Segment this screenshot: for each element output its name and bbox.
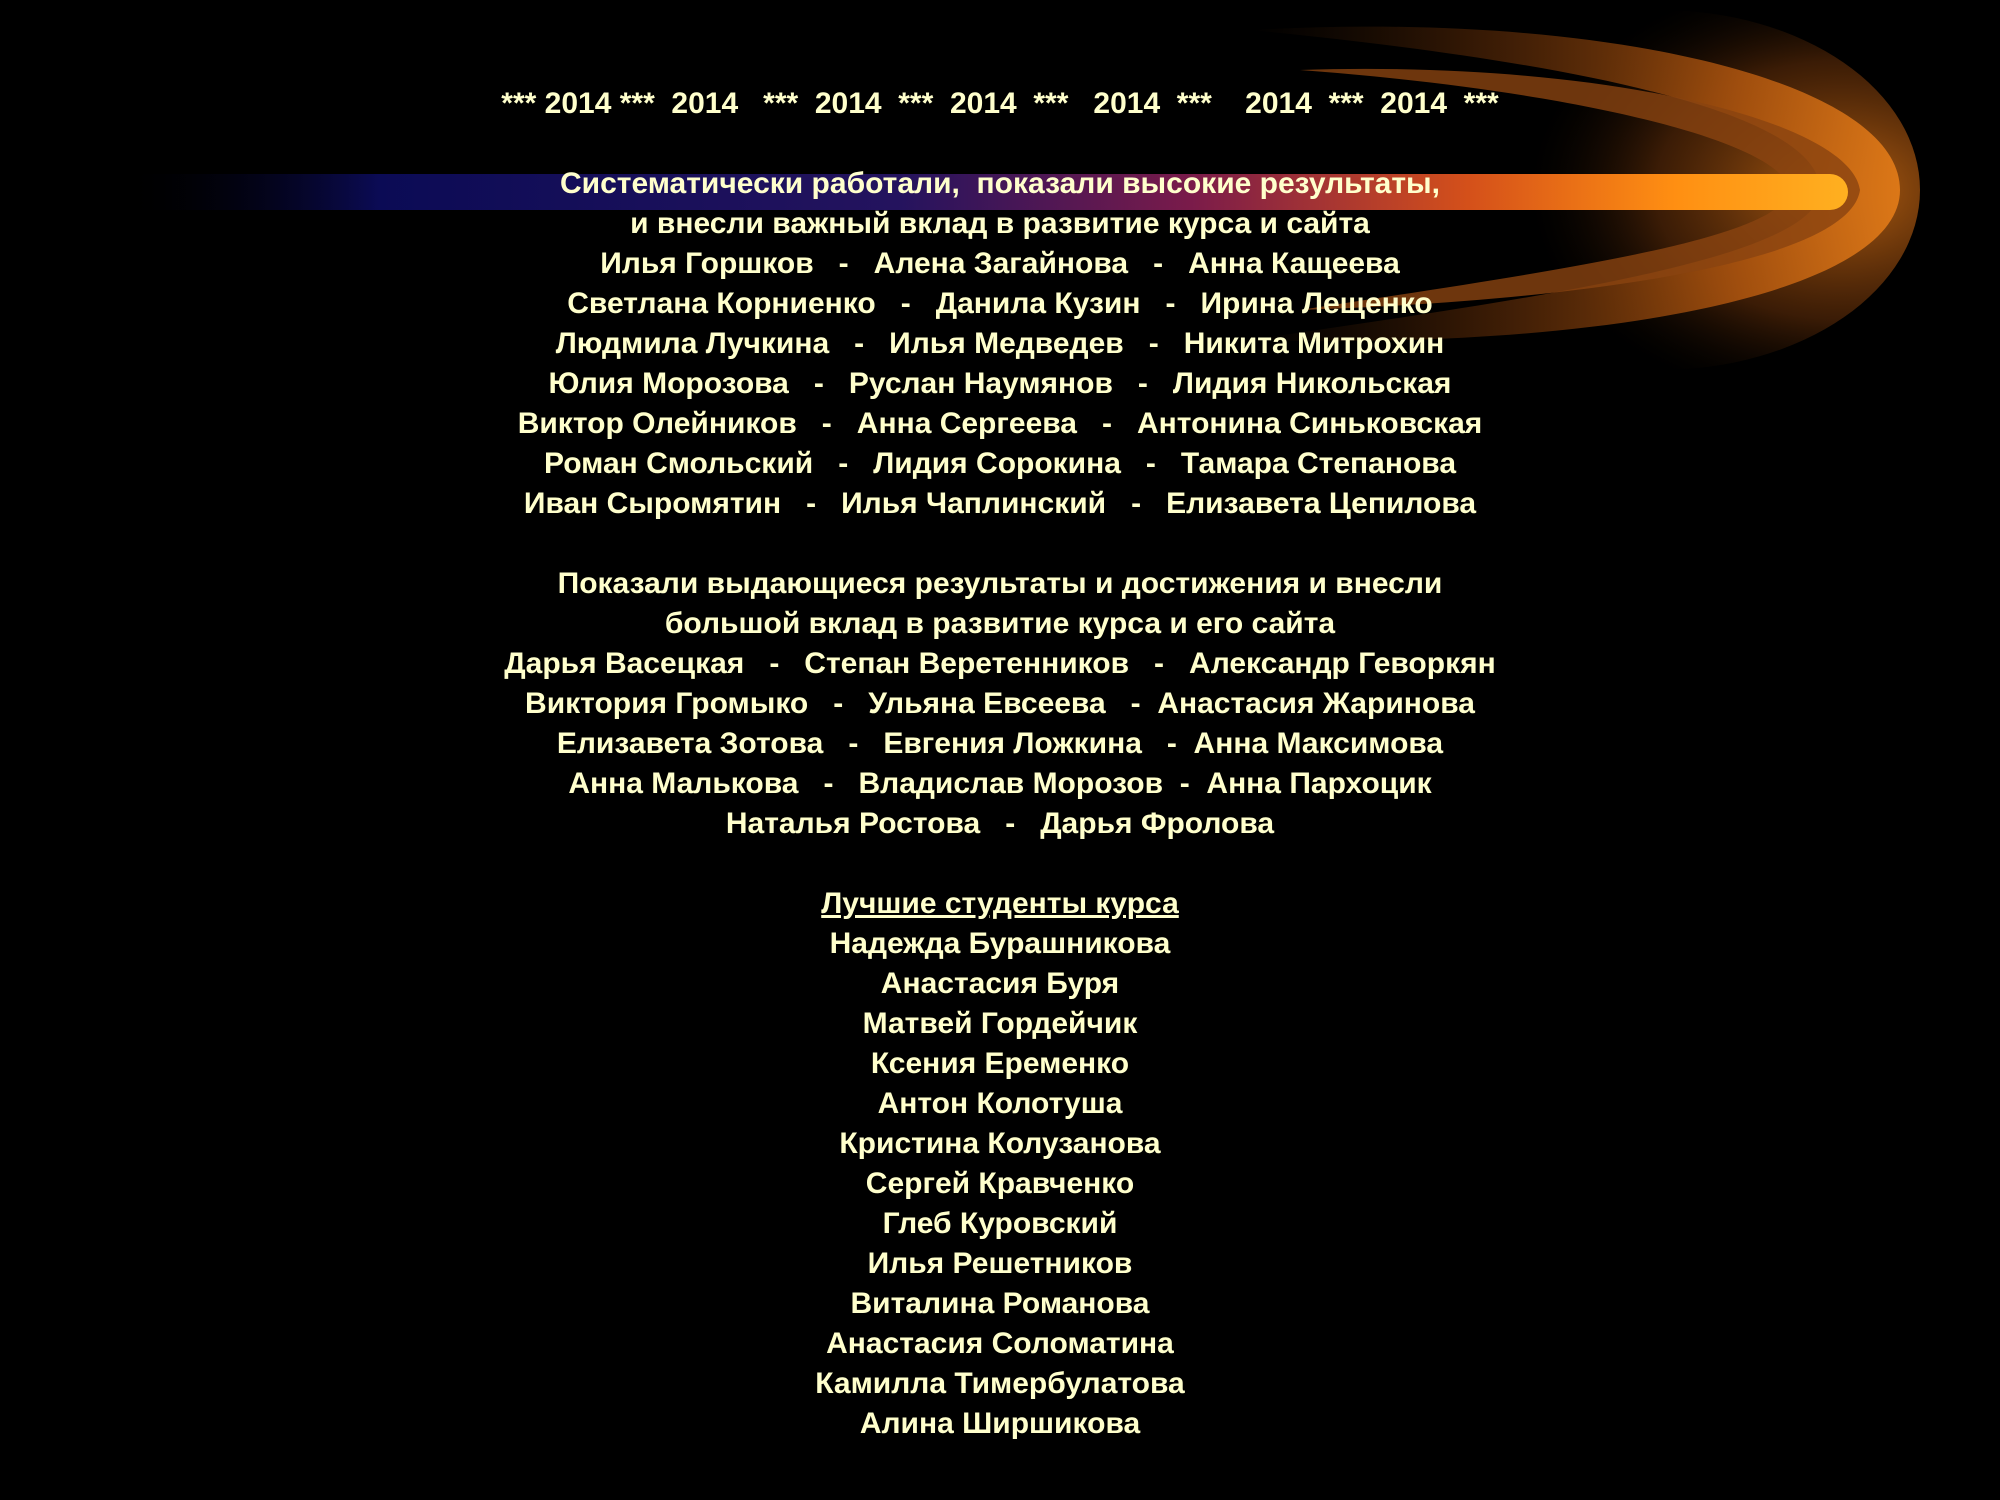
section1-names-line: Роман Смольский - Лидия Сорокина - Тамара Степанова — [543, 447, 1457, 480]
spacer — [0, 124, 2000, 164]
section1-names-line: Светлана Корниенко - Данила Кузин - Ирина Лещенко — [567, 287, 1433, 320]
spacer — [0, 844, 2000, 884]
section1-names-line: Виктор Олейников - Анна Сергеева - Антонина Синьковская — [517, 407, 1483, 440]
best-student-name: Анастасия Буря — [880, 967, 1120, 1000]
section2-names-line: Анна Малькова - Владислав Морозов - Анна Пархоцик — [568, 767, 1432, 800]
best-student-name: Сергей Кравченко — [865, 1167, 1135, 1200]
best-student-name: Глеб Куровский — [882, 1207, 1118, 1240]
section1-names-line: Иван Сыромятин - Илья Чаплинский - Елизавета Цепилова — [523, 487, 1477, 520]
section2-names-line: Виктория Громыко - Ульяна Евсеева - Анастасия Жаринова — [525, 687, 1475, 720]
section1-names-line: Илья Горшков - Алена Загайнова - Анна Кащеева — [600, 247, 1400, 280]
slide-content — [0, 84, 2000, 1444]
section2-names-line: Дарья Васецкая - Степан Веретенников - Александр Геворкян — [504, 647, 1496, 680]
spacer — [0, 524, 2000, 564]
section2-heading-line: Показали выдающиеся результаты и достижения и внесли — [557, 567, 1443, 600]
best-student-name: Анастасия Соломатина — [826, 1327, 1174, 1360]
best-student-name: Алина Ширшикова — [859, 1407, 1141, 1440]
section2-names-line: Наталья Ростова - Дарья Фролова — [725, 807, 1275, 840]
section2-names-line: Елизавета Зотова - Евгения Ложкина - Анна Максимова — [556, 727, 1444, 760]
section3-heading: Лучшие студенты курса — [821, 887, 1179, 920]
section1-names-line: Людмила Лучкина - Илья Медведев - Никита Митрохин — [555, 327, 1445, 360]
best-student-name: Виталина Романова — [850, 1287, 1150, 1320]
best-student-name: Антон Колотуша — [877, 1087, 1123, 1120]
section1-heading-line: Систематически работали, показали высокие результаты, — [559, 167, 1441, 200]
best-student-name: Ксения Еременко — [870, 1047, 1130, 1080]
header-year-line: *** 2014 *** 2014 *** 2014 *** 2014 *** 2014 *** 2014 *** 2014 *** — [501, 87, 1499, 120]
best-student-name: Кристина Колузанова — [839, 1127, 1161, 1160]
best-student-name: Илья Решетников — [867, 1247, 1133, 1280]
best-student-name: Надежда Бурашникова — [829, 927, 1171, 960]
best-student-name: Матвей Гордейчик — [862, 1007, 1138, 1040]
section2-heading-line: большой вклад в развитие курса и его сайта — [664, 607, 1336, 640]
best-student-name: Камилла Тимербулатова — [815, 1367, 1185, 1400]
section1-names-line: Юлия Морозова - Руслан Наумянов - Лидия Никольская — [548, 367, 1452, 400]
section1-heading-line: и внесли важный вклад в развитие курса и сайта — [630, 207, 1370, 240]
